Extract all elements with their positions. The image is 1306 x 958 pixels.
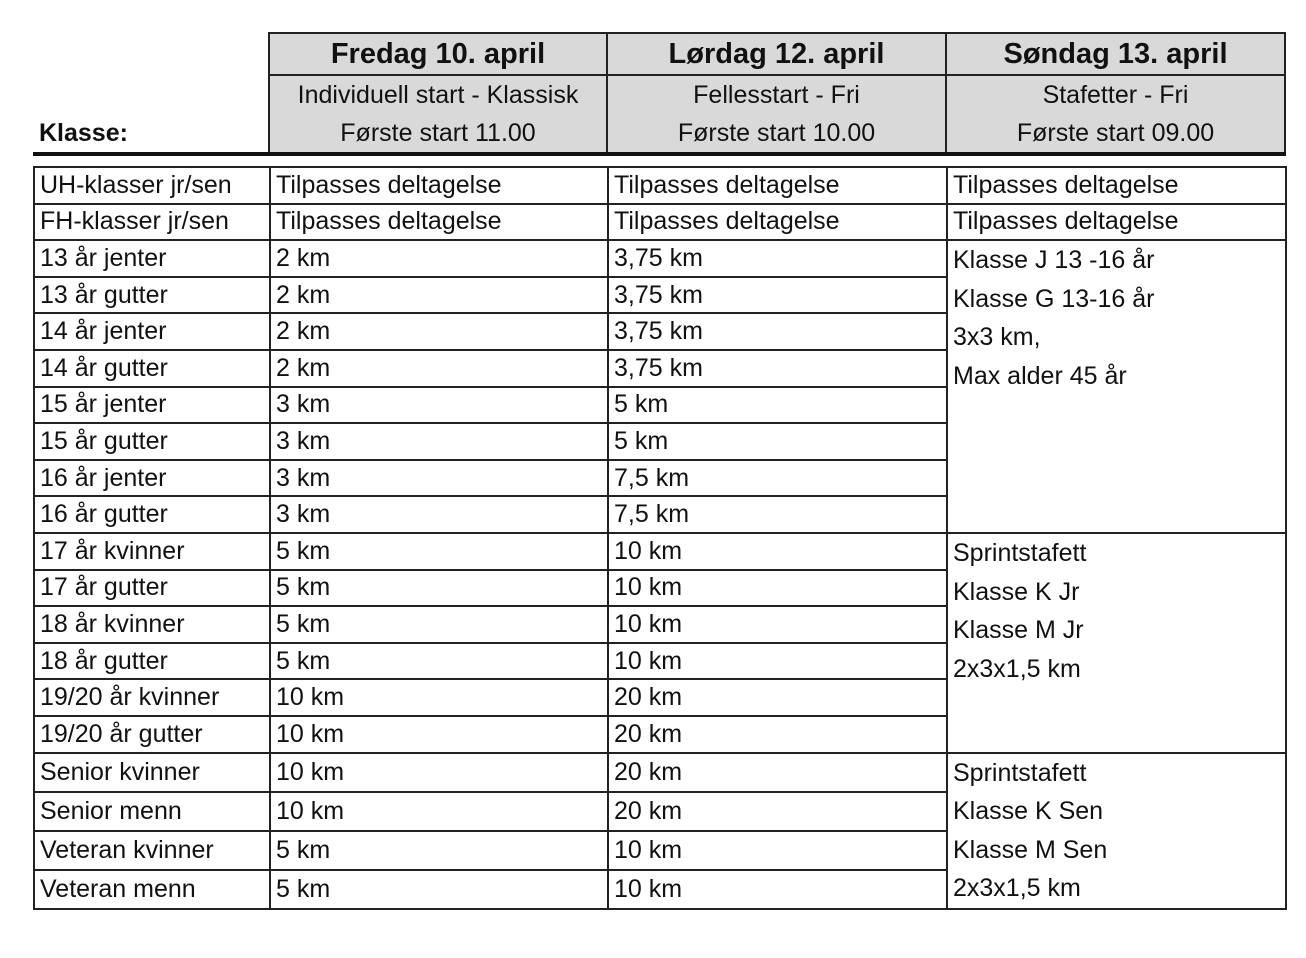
fredag-distance-cell: 3 km bbox=[270, 387, 608, 424]
klasse-cell: 18 år kvinner bbox=[34, 606, 270, 643]
sondag-relay-line: Klasse J 13 -16 år bbox=[953, 246, 1155, 275]
fredag-distance-cell: 2 km bbox=[270, 313, 608, 350]
sondag-cell: Tilpasses deltagelse bbox=[947, 204, 1286, 241]
klasse-cell: UH-klasser jr/sen bbox=[34, 167, 270, 204]
sondag-relay-line: Klasse M Sen bbox=[953, 835, 1108, 864]
klasse-cell: 15 år gutter bbox=[34, 423, 270, 460]
day-title-fredag: Fredag 10. april bbox=[269, 33, 607, 75]
klasse-cell: Veteran kvinner bbox=[34, 831, 270, 870]
table-row bbox=[34, 240, 1286, 277]
fredag-distance-cell: 10 km bbox=[270, 716, 608, 753]
sondag-relay-line: Klasse K Sen bbox=[953, 797, 1104, 826]
lordag-distance-cell: 10 km bbox=[608, 533, 947, 570]
table-row bbox=[34, 753, 1286, 792]
klasse-cell: FH-klasser jr/sen bbox=[34, 204, 270, 241]
table-row bbox=[34, 204, 1286, 241]
fredag-distance-cell: 2 km bbox=[270, 277, 608, 314]
day-format-sondag: Stafetter - Fri bbox=[946, 75, 1285, 114]
lordag-distance-cell: 5 km bbox=[608, 423, 947, 460]
sondag-relay-group bbox=[947, 240, 1286, 533]
lordag-distance-cell: 10 km bbox=[608, 831, 947, 870]
fredag-distance-cell: 5 km bbox=[270, 831, 608, 870]
lordag-distance-cell: 3,75 km bbox=[608, 277, 947, 314]
day-first-start-sondag: Første start 09.00 bbox=[946, 114, 1285, 154]
fredag-distance-cell: 10 km bbox=[270, 679, 608, 716]
lordag-distance-cell: 10 km bbox=[608, 643, 947, 680]
lordag-distance-cell: 20 km bbox=[608, 792, 947, 831]
lordag-distance-cell: 10 km bbox=[608, 570, 947, 607]
fredag-distance-cell: Tilpasses deltagelse bbox=[270, 204, 608, 241]
klasse-label: Klasse: bbox=[33, 75, 269, 154]
klasse-cell: 15 år jenter bbox=[34, 387, 270, 424]
fredag-distance-cell: 2 km bbox=[270, 240, 608, 277]
sondag-relay-line: 2x3x1,5 km bbox=[953, 654, 1081, 683]
fredag-distance-cell: 5 km bbox=[270, 870, 608, 909]
day-format-fredag: Individuell start - Klassisk bbox=[269, 75, 607, 114]
sondag-relay-group bbox=[947, 533, 1286, 753]
klasse-cell: 13 år jenter bbox=[34, 240, 270, 277]
sondag-relay-line: Sprintstafett bbox=[953, 538, 1087, 567]
sondag-relay-group bbox=[947, 753, 1286, 909]
sondag-relay-line: 2x3x1,5 km bbox=[953, 874, 1081, 903]
klasse-cell: Veteran menn bbox=[34, 870, 270, 909]
klasse-cell: 13 år gutter bbox=[34, 277, 270, 314]
lordag-distance-cell: 10 km bbox=[608, 606, 947, 643]
sondag-relay-line: Klasse K Jr bbox=[953, 577, 1080, 606]
day-first-start-fredag: Første start 11.00 bbox=[269, 114, 607, 154]
schedule-header bbox=[33, 32, 1286, 156]
day-title-sondag: Søndag 13. april bbox=[946, 33, 1285, 75]
klasse-cell: 17 år gutter bbox=[34, 570, 270, 607]
klasse-cell: 19/20 år gutter bbox=[34, 716, 270, 753]
lordag-distance-cell: 3,75 km bbox=[608, 313, 947, 350]
lordag-distance-cell: 10 km bbox=[608, 870, 947, 909]
table-row bbox=[34, 533, 1286, 570]
lordag-distance-cell: 7,5 km bbox=[608, 496, 947, 533]
sondag-relay-line: Sprintstafett bbox=[953, 758, 1087, 787]
lordag-distance-cell: 20 km bbox=[608, 716, 947, 753]
fredag-distance-cell: Tilpasses deltagelse bbox=[270, 167, 608, 204]
day-format-lordag: Fellesstart - Fri bbox=[607, 75, 946, 114]
fredag-distance-cell: 3 km bbox=[270, 460, 608, 497]
lordag-distance-cell: 3,75 km bbox=[608, 350, 947, 387]
schedule-table bbox=[33, 166, 1287, 910]
lordag-distance-cell: 20 km bbox=[608, 679, 947, 716]
klasse-cell: 16 år gutter bbox=[34, 496, 270, 533]
klasse-cell: 17 år kvinner bbox=[34, 533, 270, 570]
fredag-distance-cell: 10 km bbox=[270, 753, 608, 792]
lordag-distance-cell: 20 km bbox=[608, 753, 947, 792]
table-row bbox=[34, 167, 1286, 204]
day-first-start-lordag: Første start 10.00 bbox=[607, 114, 946, 154]
day-title-lordag: Lørdag 12. april bbox=[607, 33, 946, 75]
klasse-cell: 14 år gutter bbox=[34, 350, 270, 387]
sondag-relay-line: Klasse M Jr bbox=[953, 616, 1084, 645]
fredag-distance-cell: 5 km bbox=[270, 570, 608, 607]
lordag-distance-cell: 5 km bbox=[608, 387, 947, 424]
klasse-cell: Senior kvinner bbox=[34, 753, 270, 792]
klasse-cell: 16 år jenter bbox=[34, 460, 270, 497]
klasse-cell: 19/20 år kvinner bbox=[34, 679, 270, 716]
fredag-distance-cell: 3 km bbox=[270, 423, 608, 460]
klasse-cell: 18 år gutter bbox=[34, 643, 270, 680]
klasse-cell: Senior menn bbox=[34, 792, 270, 831]
fredag-distance-cell: 2 km bbox=[270, 350, 608, 387]
fredag-distance-cell: 5 km bbox=[270, 643, 608, 680]
klasse-cell: 14 år jenter bbox=[34, 313, 270, 350]
lordag-distance-cell: 3,75 km bbox=[608, 240, 947, 277]
fredag-distance-cell: 3 km bbox=[270, 496, 608, 533]
lordag-distance-cell: Tilpasses deltagelse bbox=[608, 204, 947, 241]
lordag-distance-cell: Tilpasses deltagelse bbox=[608, 167, 947, 204]
sondag-relay-line: Max alder 45 år bbox=[953, 361, 1127, 390]
lordag-distance-cell: 7,5 km bbox=[608, 460, 947, 497]
sondag-relay-line: 3x3 km, bbox=[953, 323, 1041, 352]
fredag-distance-cell: 5 km bbox=[270, 533, 608, 570]
sondag-cell: Tilpasses deltagelse bbox=[947, 167, 1286, 204]
fredag-distance-cell: 5 km bbox=[270, 606, 608, 643]
sondag-relay-line: Klasse G 13-16 år bbox=[953, 284, 1155, 313]
fredag-distance-cell: 10 km bbox=[270, 792, 608, 831]
header-blank-cell bbox=[33, 33, 269, 75]
